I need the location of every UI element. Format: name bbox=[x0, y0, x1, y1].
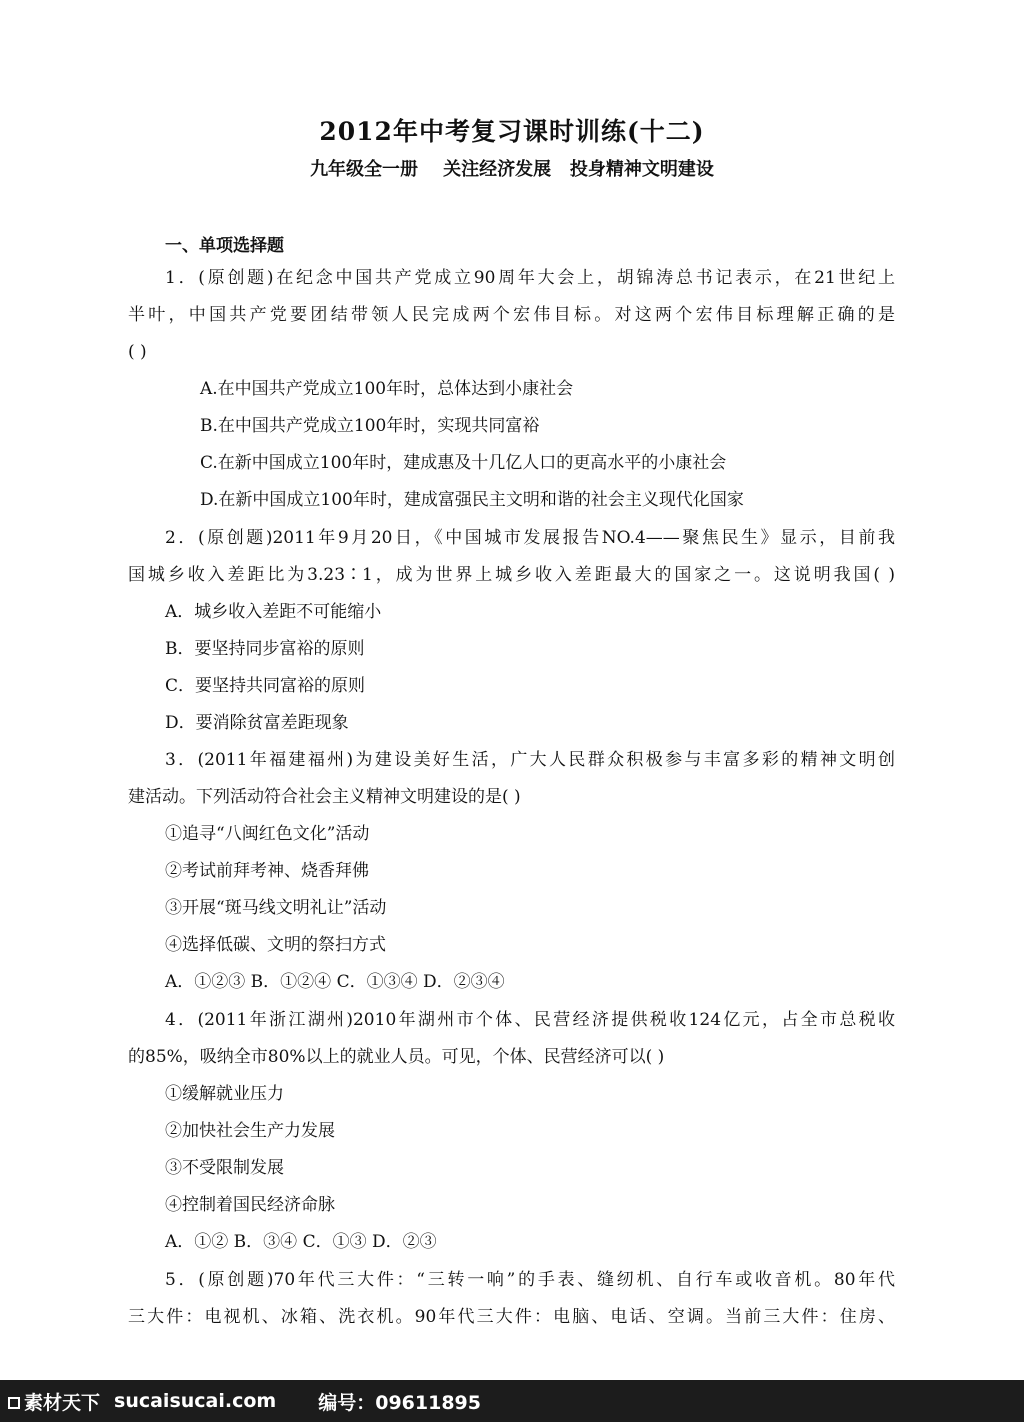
question-2-option-a: A．城乡收入差距不可能缩小 bbox=[165, 602, 382, 622]
question-3-item-2: ②考试前拜考神、烧香拜佛 bbox=[165, 861, 369, 881]
question-4-item-1: ①缓解就业压力 bbox=[165, 1084, 284, 1104]
footer-code: 编号：09611895 bbox=[318, 1391, 481, 1414]
question-2-option-b: B．要坚持同步富裕的原则 bbox=[165, 639, 365, 659]
question-4-item-3: ③不受限制发展 bbox=[165, 1158, 284, 1178]
document-subtitle: 九年级全一册 关注经济发展 投身精神文明建设 bbox=[310, 159, 714, 180]
document-title: 2012年中考复习课时训练(十二) bbox=[319, 117, 705, 146]
logo-icon bbox=[8, 1397, 20, 1409]
question-2-option-c: C．要坚持共同富裕的原则 bbox=[165, 676, 366, 696]
question-3-options: A．①②③ B．①②④ C．①③④ D．②③④ bbox=[165, 972, 505, 992]
question-3-item-4: ④选择低碳、文明的祭扫方式 bbox=[165, 935, 386, 955]
question-1-line-2: 半叶，中国共产党要团结带领人民完成两个宏伟目标。对这两个宏伟目标理解正确的是 bbox=[128, 305, 895, 325]
question-1-option-a: A.在中国共产党成立100年时，总体达到小康社会 bbox=[200, 379, 574, 399]
question-2-line-1: 2．(原创题)2011年9月20日，《中国城市发展报告NO.4——聚焦民生》显示，目前我 bbox=[165, 528, 895, 548]
question-2-option-d: D．要消除贫富差距现象 bbox=[165, 713, 349, 733]
question-3-line-2: 建活动。下列活动符合社会主义精神文明建设的是( ) bbox=[128, 787, 521, 807]
question-2-line-2: 国城乡收入差距比为3.23∶1，成为世界上城乡收入差距最大的国家之一。这说明我国( ) bbox=[128, 565, 895, 585]
question-3-item-1: ①追寻“八闽红色文化”活动 bbox=[165, 824, 370, 844]
question-1-option-b: B.在中国共产党成立100年时，实现共同富裕 bbox=[200, 416, 540, 436]
question-4-item-2: ②加快社会生产力发展 bbox=[165, 1121, 335, 1141]
question-4-line-2: 的85%，吸纳全市80%以上的就业人员。可见，个体、民营经济可以( ) bbox=[128, 1047, 665, 1067]
question-4-line-1: 4．(2011年浙江湖州)2010年湖州市个体、民营经济提供税收124亿元，占全市总税收 bbox=[165, 1010, 895, 1030]
footer-site-label: 素材天下 bbox=[24, 1391, 101, 1414]
question-4-options: A．①② B．③④ C．①③ D．②③ bbox=[165, 1232, 437, 1252]
question-1-line-1: 1．(原创题)在纪念中国共产党成立90周年大会上，胡锦涛总书记表示，在21世纪上 bbox=[165, 268, 895, 288]
section-heading: 一、单项选择题 bbox=[165, 236, 284, 256]
footer-site-name bbox=[8, 1388, 100, 1415]
question-1-option-c: C.在新中国成立100年时，建成惠及十几亿人口的更高水平的小康社会 bbox=[200, 453, 727, 473]
question-3-item-3: ③开展“斑马线文明礼让”活动 bbox=[165, 898, 387, 918]
question-5-line-2: 三大件：电视机、冰箱、洗衣机。90年代三大件：电脑、电话、空调。当前三大件：住房、 bbox=[128, 1307, 895, 1327]
question-4-item-4: ④控制着国民经济命脉 bbox=[165, 1195, 335, 1215]
question-5-line-1: 5．(原创题)70年代三大件：“三转一响”的手表、缝纫机、自行车或收音机。80年代 bbox=[165, 1270, 895, 1290]
question-1-answer-bracket: ( ) bbox=[128, 342, 147, 362]
question-3-line-1: 3．(2011年福建福州)为建设美好生活，广大人民群众积极参与丰富多彩的精神文明创 bbox=[165, 750, 895, 770]
question-1-option-d: D.在新中国成立100年时，建成富强民主文明和谐的社会主义现代化国家 bbox=[200, 490, 744, 510]
watermark-footer bbox=[0, 1380, 1024, 1422]
footer-domain: sucaisucai.com bbox=[114, 1390, 277, 1412]
